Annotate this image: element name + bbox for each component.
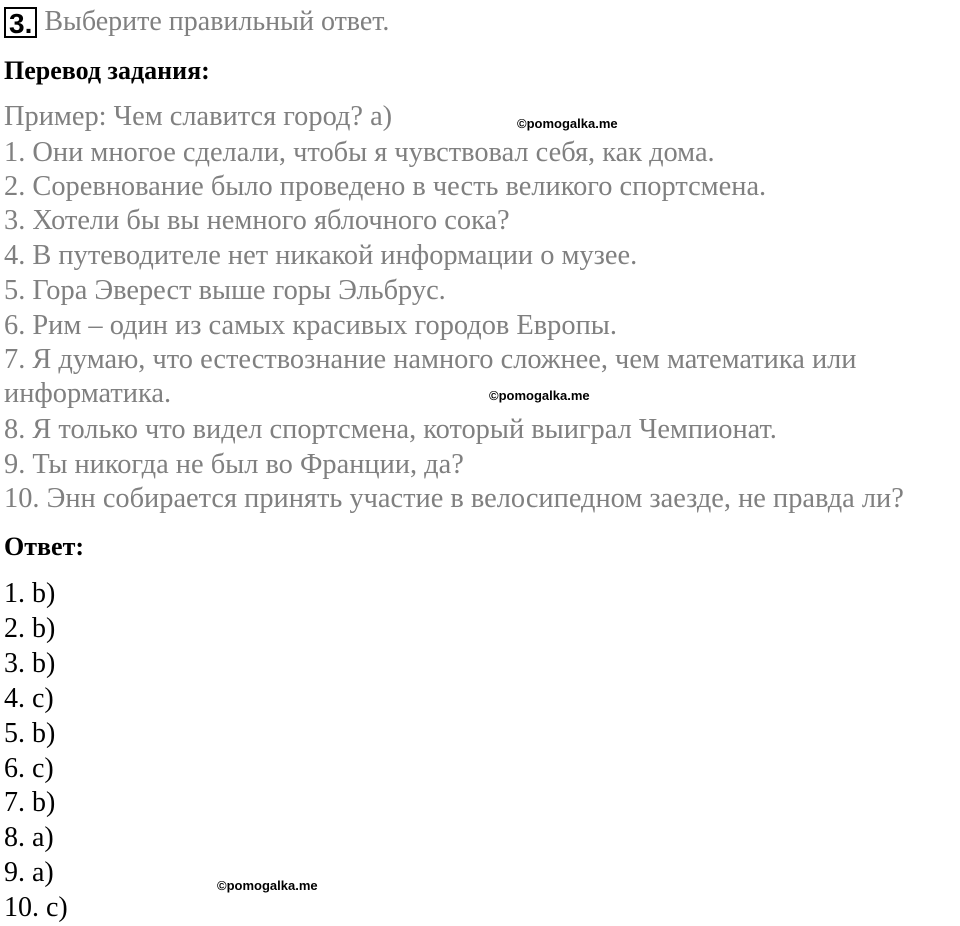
watermark: ©pomogalka.me [489,388,590,403]
translation-line: 4. В путеводителе нет никакой информации о музее. [4,240,638,271]
translation-line: 7. Я думаю, что естествознание намного сложнее, чем математика или [4,344,857,375]
watermark: ©pomogalka.me [217,878,318,893]
translation-line: 10. Энн собирается принять участие в велосипедном заезде, не правда ли? [4,483,904,514]
answer-item: 1. b) [4,578,56,609]
translation-line: 3. Хотели бы вы немного яблочного сока? [4,205,510,236]
translation-line: 1. Они многое сделали, чтобы я чувствовал себя, как дома. [4,137,715,168]
translation-line: 5. Гора Эверест выше горы Эльбрус. [4,275,446,306]
answer-item: 3. b) [4,648,56,679]
answer-heading: Ответ: [4,532,85,561]
translation-line: 8. Я только что видел спортсмена, который выиграл Чемпионат. [4,414,777,445]
example-line: Пример: Чем славится город? а) [4,101,393,132]
answer-item: 4. c) [4,683,54,714]
translation-heading: Перевод задания: [4,56,210,85]
translation-line: 6. Рим – один из самых красивых городов Европы. [4,310,617,341]
answer-item: 5. b) [4,718,56,749]
answer-item: 10. c) [4,892,68,923]
translation-line: информатика. [4,378,172,409]
answer-item: 8. a) [4,822,54,853]
task-header [4,3,389,41]
task-number-box: 3. [4,7,37,38]
answer-item: 7. b) [4,787,56,818]
watermark: ©pomogalka.me [517,116,618,131]
task-instruction: Выберите правильный ответ. [44,6,390,37]
answer-item: 6. c) [4,753,54,784]
answer-item: 9. a) [4,857,54,888]
translation-line: 9. Ты никогда не был во Франции, да? [4,449,464,480]
answer-item: 2. b) [4,613,56,644]
translation-line: 2. Соревнование было проведено в честь великого спортсмена. [4,171,767,202]
